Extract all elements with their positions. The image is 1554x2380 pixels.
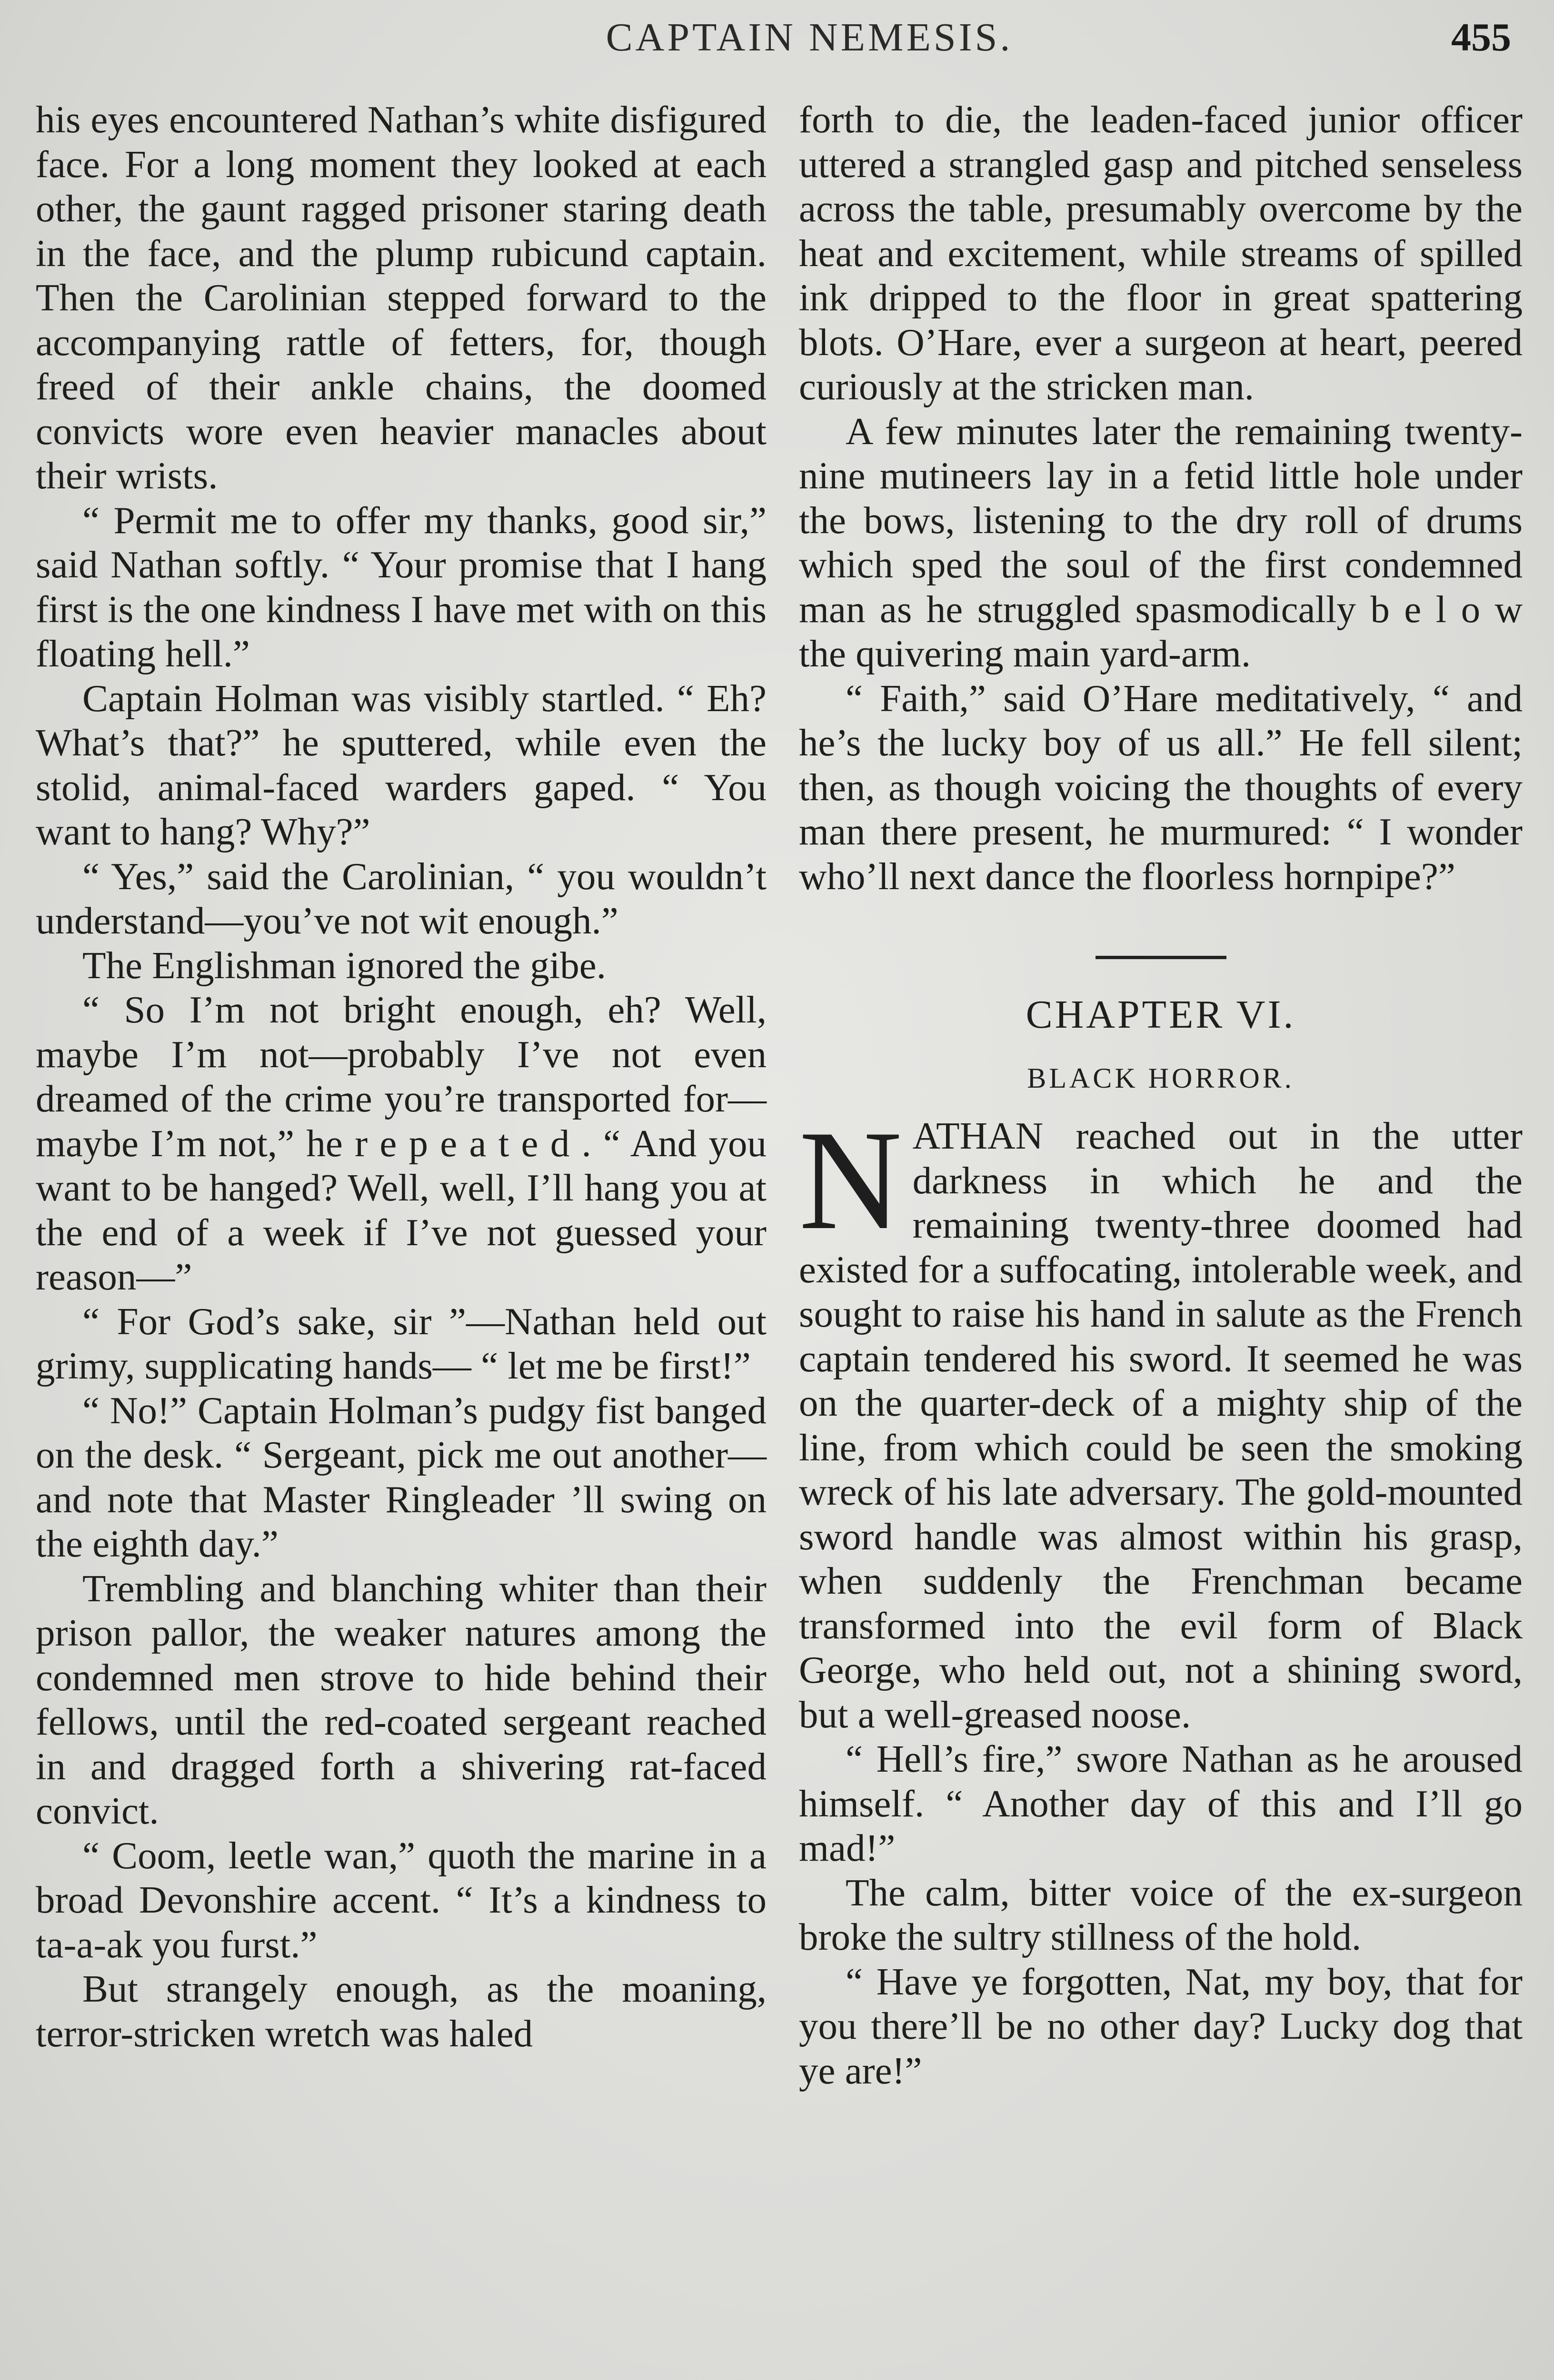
paragraph: “ No!” Captain Holman’s pudgy fist banged on the desk. “ Sergeant, pick me out another—and note that Master Ringleader ’ll swing on the eighth day.” (36, 1388, 767, 1565)
paragraph: his eyes encountered Nathan’s white disfigured face. For a long moment they looked at each other, the gaunt ragged prisoner staring death in the face, and the plump rubicund captain. Then the Carolinian stepped forward to the accompanying rattle of fetters, for, though freed of their ankle chains, the doomed convicts wore even heavier manacles about their wrists. (36, 98, 767, 497)
chapter-subtitle: BLACK HORROR. (1027, 1062, 1295, 1094)
page-number: 455 (1451, 15, 1511, 60)
paragraph: Captain Holman was visibly startled. “ Eh? What’s that?” he sputtered, while even the stolid, animal-faced warders gaped. “ You want to hang? Why?” (36, 676, 767, 853)
paragraph: “ Faith,” said O’Hare meditatively, “ and he’s the lucky boy of us all.” He fell silent; then, as though voicing the thoughts of every man there present, he murmured: “ I wonder who’ll next dance the floorless hornpipe?” (799, 676, 1523, 898)
paragraph: The calm, bitter voice of the ex-surgeon broke the sultry stillness of the hold. (799, 1871, 1523, 1958)
paragraph: But strangely enough, as the moaning, terror-stricken wretch was haled (36, 1967, 767, 2055)
section-divider (1096, 956, 1226, 959)
paragraph: “ Hell’s fire,” swore Nathan as he aroused himself. “ Another day of this and I’ll go mad!” (799, 1737, 1523, 1869)
paragraph: “ Yes,” said the Carolinian, “ you wouldn’t understand—you’ve not wit enough.” (36, 854, 767, 942)
paragraph: forth to die, the leaden-faced junior officer uttered a strangled gasp and pitched senseless across the table, presumably overcome by the heat and excitement, while streams of spilled ink dripped to the floor in great spattering blots. O’Hare, ever a surgeon at heart, peered curiously at the stricken man. (799, 98, 1523, 408)
paragraph: The Englishman ignored the gibe. (82, 943, 606, 987)
running-title: CAPTAIN NEMESIS. (606, 15, 1013, 60)
left-column (36, 98, 767, 2056)
chapter-opening-paragraph (799, 1101, 1523, 1737)
chapter-title: CHAPTER VI. (1026, 992, 1296, 1037)
paragraph: “ For God’s sake, sir ”—Nathan held out grimy, supplicating hands— “ let me be first!” (36, 1299, 767, 1387)
right-column (799, 98, 1523, 2093)
paragraph: “ Permit me to offer my thanks, good sir,” said Nathan softly. “ Your promise that I hang first is the one kindness I have met with on this floating hell.” (36, 498, 767, 675)
paragraph: “ Have ye forgotten, Nat, my boy, that for you there’ll be no other day? Lucky dog that ye are!” (799, 1960, 1523, 2092)
paragraph: “ Coom, leetle wan,” quoth the marine in a broad Devonshire accent. “ It’s a kindness to ta-a-ak you furst.” (36, 1834, 767, 1966)
drop-cap: N (799, 1101, 902, 1259)
paragraph: “ So I’m not bright enough, eh? Well, maybe I’m not—probably I’ve not even dreamed of the crime you’re transported for—maybe I’m not,” he r e p e a t e d . “ And you want to be hanged? Well, well, I’ll hang you at the end of a week if I’ve not guessed your reason—” (36, 988, 767, 1298)
paragraph: A few minutes later the remaining twenty-nine mutineers lay in a fetid little hole under the bows, listening to the dry roll of drums which sped the soul of the first condemned man as he struggled spasmodically b e l o w the quivering main yard-arm. (799, 409, 1523, 675)
paragraph: Trembling and blanching whiter than their prison pallor, the weaker natures among the condemned men strove to hide behind their fellows, until the red-coated sergeant reached in and dragged forth a shivering rat-faced convict. (36, 1567, 767, 1832)
opening-text: ATHAN reached out in the utter darkness in which he and the remaining twenty-three doomed had existed for a suffocating, intolerable week, and sought to raise his hand in salute as the French captain tendered his sword. It seemed he was on the quarter-deck of a mighty ship of the line, from which could be seen the smoking wreck of his late adversary. The gold-mounted sword handle was almost within his grasp, when suddenly the Frenchman became transformed into the evil form of Black George, who held out, not a shining sword, but a well-greased noose. (799, 1114, 1523, 1736)
